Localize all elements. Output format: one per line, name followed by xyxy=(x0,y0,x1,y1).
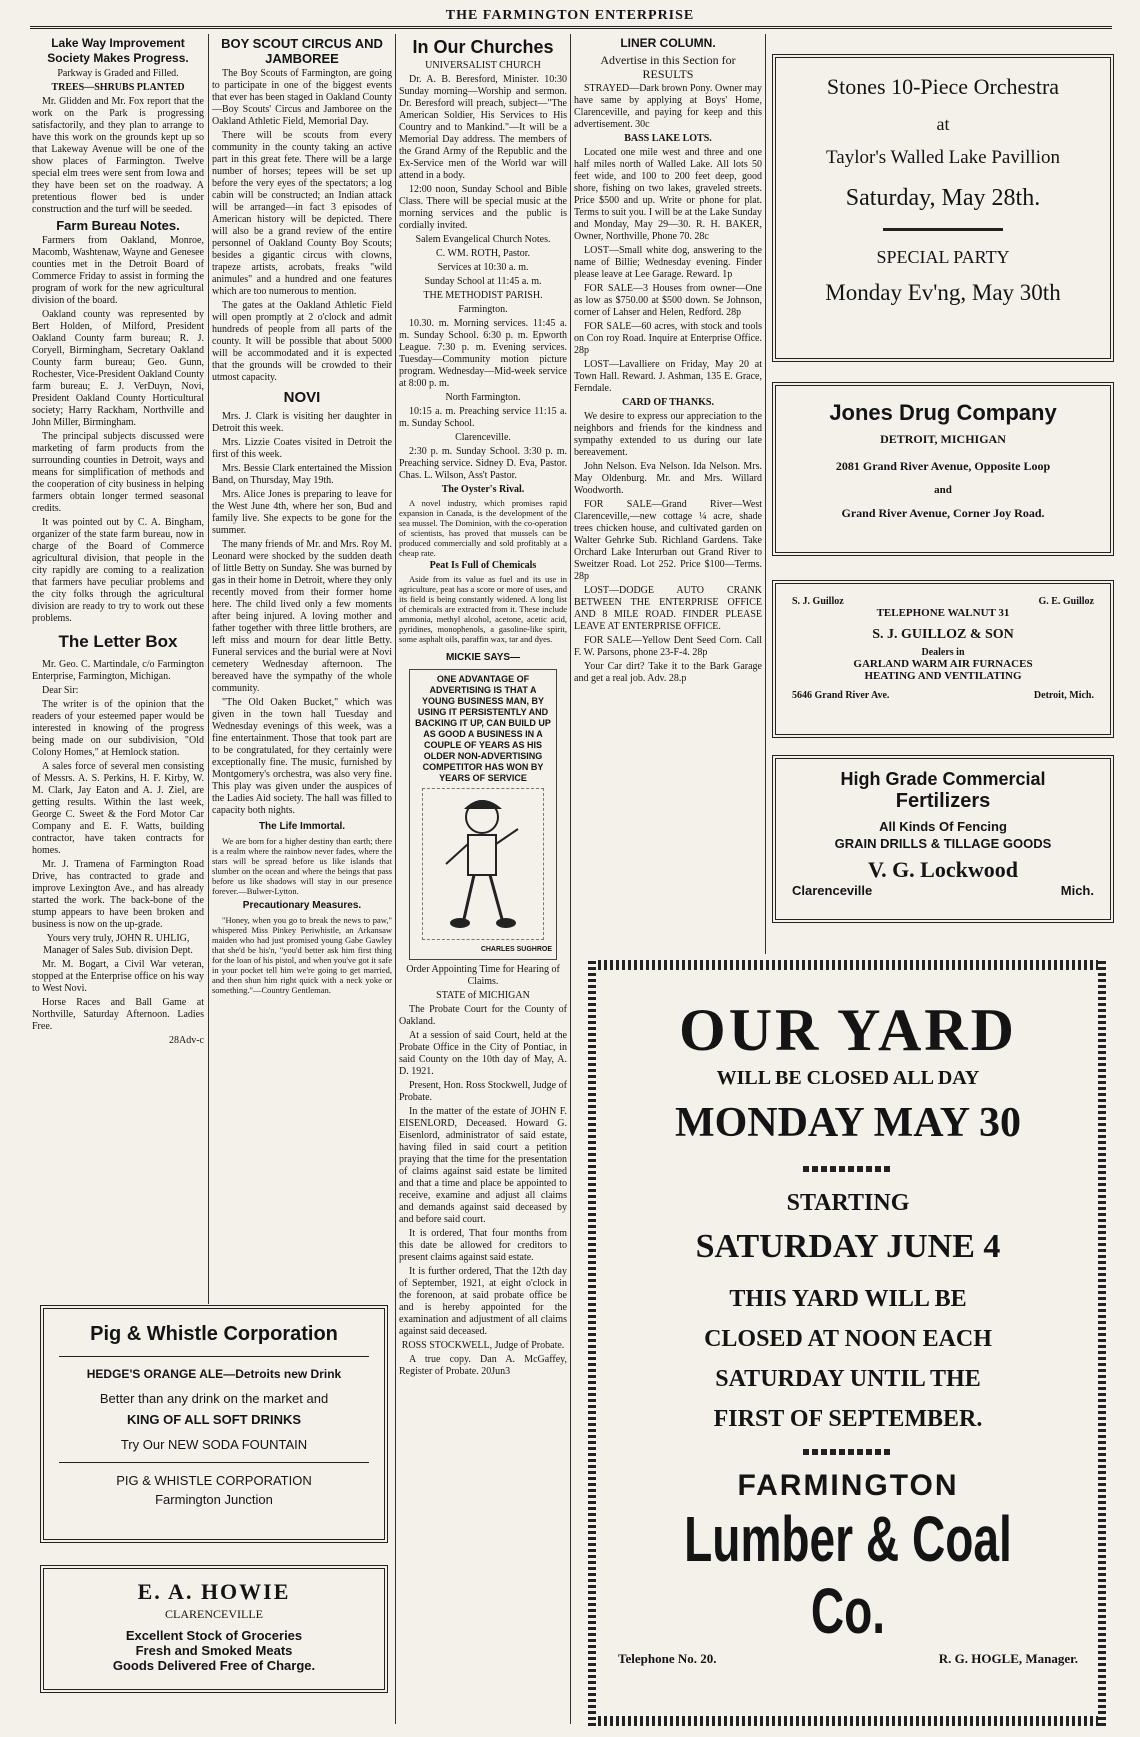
column-4 xyxy=(574,34,762,954)
ad-line: STARTING xyxy=(786,1190,910,1216)
ad-line xyxy=(600,1647,1096,1667)
letter-signature: Yours very truly, JOHN R. UHLIG, Manager of Sales Sub. division Dept. xyxy=(43,933,193,956)
ad-line: High Grade Commercial xyxy=(840,769,1046,789)
column-rule xyxy=(208,34,209,1304)
subhead: THE METHODIST PARISH. xyxy=(423,290,543,301)
ad-line: Dealers in xyxy=(921,647,965,658)
ad-line: Lumber & Coal Co. xyxy=(684,1503,1012,1647)
headline: The Life Immortal. xyxy=(258,821,346,832)
article-paragraph: 10.30. m. Morning services. 11:45 a. m. Sunday School. 6:30 p. m. Epworth League. 7:30 p. m. Evening services. Tuesday—Community motion picture program. Wednesday—Mid-week service at 8:00 p. m. xyxy=(399,318,567,389)
headline: LINER COLUMN. xyxy=(620,36,716,50)
masthead: THE FARMINGTON ENTERPRISE xyxy=(445,8,695,23)
stones-orchestra-ad xyxy=(772,54,1114,362)
ad-line: Excellent Stock of Groceries xyxy=(125,1628,303,1643)
ad-line: HEDGE'S ORANGE ALE—Detroits new Drink xyxy=(86,1367,342,1381)
ad-line: SPECIAL PARTY xyxy=(876,247,1010,267)
article-paragraph: Mrs. Alice Jones is preparing to leave for the West June 4th, where her son, Bud and family live. She expects to be gone for the summer. xyxy=(212,489,392,536)
cartoon-caption: ONE ADVANTAGE OF ADVERTISING IS THAT A YOUNG BUSINESS MAN, BY USING IT PERSISTENTLY AND BACKING IT UP, CAN BUILD UP AS GOOD A BUSINESS IN A COUPLE OF YEARS AS HIS OLDER NON-ADVERTISING COMPETITOR HAS WON BY YEARS OF SERVICE xyxy=(415,674,551,783)
divider xyxy=(59,1462,369,1463)
ad-line: FARMINGTON xyxy=(737,1469,959,1502)
subhead: The Oyster's Rival. xyxy=(441,484,525,495)
ad-text: Clarenceville xyxy=(792,883,873,898)
ad-line xyxy=(776,682,1110,701)
divider xyxy=(803,1449,893,1455)
ad-line: SATURDAY JUNE 4 xyxy=(695,1228,1001,1265)
column-rule xyxy=(570,34,571,1724)
ad-line: SATURDAY UNTIL THE xyxy=(715,1366,981,1392)
ad-line: CLARENCEVILLE xyxy=(165,1607,263,1621)
headline: Farm Bureau Notes. xyxy=(56,218,180,233)
article-paragraph: At a session of said Court, held at the Probate Office in the City of Pontiac, in said County on the 10th day of May, A. D. 1921. xyxy=(399,1030,567,1077)
headline: Precautionary Measures. xyxy=(242,900,362,911)
ad-line: MONDAY MAY 30 xyxy=(674,1100,1022,1146)
article-paragraph: A true copy. Dan A. McGaffey, Register of Probate. 20Jun3 xyxy=(399,1354,567,1377)
article-paragraph: Dear Sir: xyxy=(42,685,79,696)
article-paragraph: Mr. Glidden and Mr. Fox report that the work on the Park is progressing satisfactorily, and they plan to arrange to have this work on the grounds kept up so that Lakeway Avenue will be one of the show places of Farmington. Twelve special elm trees were sent from Iowa and they have been set on the roadway. A pretentious flower bed is under construction and the turf will be seeded. xyxy=(32,96,204,215)
classified-ad: FOR SALE—Grand River—West Clarenceville,—new cottage ¼ acre, shade trees chicken house, and cultivated garden on Walter Gehrke Sub. Richland Gardens. Take Orchard Lake Interurban out Grand River to Sweitzer Road. Lot 252. Price $100—Terms. 28p xyxy=(574,499,762,582)
classified-ad: FOR SALE—3 Houses from owner—One as low as $750.00 at $500 down. Se Johnson, corner of Lahser and Helen, Redford. 28p xyxy=(574,283,762,318)
article-paragraph: Farmers from Oakland, Monroe, Macomb, Washtenaw, Wayne and Genesee counties met in the Detroit Board of Commerce Friday to assist in forming the program of work for the new agricultural division of the board. xyxy=(32,235,204,306)
article-paragraph: 12:00 noon, Sunday School and Bible Class. There will be special music at the morning services and the public is cordially invited. xyxy=(399,184,567,231)
classified-ad: FOR SALE—60 acres, with stock and tools on Con roy Road. Inquire at Enterprise Office. 28p xyxy=(574,321,762,356)
border-ornament xyxy=(592,960,1102,970)
ad-line: GRAIN DRILLS & TILLAGE GOODS xyxy=(834,836,1052,851)
article-paragraph: 10:15 a. m. Preaching service 11:15 a. m. Sunday School. xyxy=(399,406,567,429)
subhead: BASS LAKE LOTS. xyxy=(624,133,712,144)
article-paragraph: C. WM. ROTH, Pastor. xyxy=(436,248,530,259)
border-ornament xyxy=(1098,960,1106,1726)
mickie-says-cartoon xyxy=(409,669,557,960)
classified-ad: LOST—Lavalliere on Friday, May 20 at Town Hall. Reward. J. Ashman, 135 E. Grace, Ferndale. xyxy=(574,359,762,394)
classified-ad: We desire to express our appreciation to the neighbors and friends for the kindness and sympathy extended to us during our late bereavement. xyxy=(574,411,762,458)
ad-line: GARLAND WARM AIR FURNACES xyxy=(853,658,1033,670)
jones-drug-ad xyxy=(772,382,1114,556)
article-paragraph: The gates at the Oakland Athletic Field will open promptly at 2 o'clock and admit hundreds of people from all parts of the county. It will be possible that about 5000 will be accommodated and it is expected that the grounds will be crowded to their utmost capacity. xyxy=(212,300,392,383)
article-paragraph: The Boy Scouts of Farmington, are going to participate in one of the biggest events that ever has been staged in Oakland County—Boy Scouts' Circus and Jamboree on the Oakland Athletic Field, Memorial Day. xyxy=(212,68,392,127)
lockwood-ad xyxy=(772,755,1114,923)
article-paragraph: Dr. A. B. Beresford, Minister. 10:30 Sunday morning—Worship and sermon. Dr. Beresford will preach, subject—"The American Soldier, His Services to His Country and to Mankind."—It will be a Memorial Day address. The members of the Grand Army of the Republic and the Ex-Service men of the World war will attend in a body. xyxy=(399,74,567,181)
article-paragraph: Horse Races and Ball Game at Northville, Saturday Afternoon. Ladies Free. xyxy=(32,997,204,1032)
article-paragraph: Services at 10:30 a. m. xyxy=(437,262,529,273)
article-paragraph: The Probate Court for the County of Oakland. xyxy=(399,1004,567,1027)
ad-line: and xyxy=(934,484,952,496)
subhead: UNIVERSALIST CHURCH xyxy=(425,60,541,71)
divider xyxy=(59,1356,369,1357)
subhead: Clarenceville. xyxy=(455,432,511,443)
ad-text: G. E. Guilloz xyxy=(1038,596,1094,607)
ad-line: Taylor's Walled Lake Pavillion xyxy=(826,147,1060,168)
ad-line: Grand River Avenue, Corner Joy Road. xyxy=(841,506,1045,520)
ad-line: Try Our NEW SODA FOUNTAIN xyxy=(120,1437,308,1452)
headline: BOY SCOUT CIRCUS AND JAMBOREE xyxy=(221,36,383,66)
article-paragraph: Aside from its value as fuel and its use in agriculture, peat has a score or more of uses, and its field is being constantly widened. A long list of chemicals are extracted from it. These include ammonia, methyl alcohol, acetone, acetic acid, pyridines, monophenols, a gasoline-like spirit, some asphalt oils, paraffin wax, tar and dyes. xyxy=(399,574,567,644)
ad-line: HEATING AND VENTILATING xyxy=(864,670,1022,682)
subhead: Farmington. xyxy=(458,304,508,315)
ad-line: All Kinds Of Fencing xyxy=(879,819,1007,834)
subhead: Order Appointing Time for Hearing of Claims. xyxy=(406,964,560,987)
classified-ad: Your Car dirt? Take it to the Bark Garage and get a real job. Adv. 28.p xyxy=(574,661,762,684)
ad-text: R. G. HOGLE, Manager. xyxy=(938,1651,1078,1666)
column-2 xyxy=(212,34,392,1296)
ad-text: Telephone No. 20. xyxy=(618,1651,717,1666)
ad-line: E. A. HOWIE xyxy=(137,1579,291,1604)
ad-line: Goods Delivered Free of Charge. xyxy=(112,1658,316,1673)
ad-line: S. J. GUILLOZ & SON xyxy=(872,627,1014,642)
ad-line: Stones 10-Piece Orchestra xyxy=(826,74,1060,99)
ad-line: Fresh and Smoked Meats xyxy=(135,1643,293,1658)
classified-ad: FOR SALE—Yellow Dent Seed Corn. Call F. W. Parsons, phone 23-F-4. 28p xyxy=(574,635,762,658)
ad-line: Fertilizers xyxy=(895,790,991,812)
ad-line: CLOSED AT NOON EACH xyxy=(704,1326,992,1352)
ad-code: 28Adv-c xyxy=(169,1035,204,1046)
headline: Lake Way Improvement Society Makes Progress. xyxy=(47,36,189,65)
article-paragraph: STATE of MICHIGAN xyxy=(436,990,530,1001)
headline: In Our Churches xyxy=(412,37,554,57)
article-paragraph: "Honey, when you go to break the news to paw," whispered Miss Pinkey Periwhistle, an Arkansaw maiden who had just promised young Gabe Gawley that she'd be his'n, "you'd better ask him first thing for the loan of his pistol, and when you've got it safe in your pocket tell him we're going to get married, and then shun him right quick with a neck yoke or something."—Country Gentleman. xyxy=(212,915,392,995)
article-paragraph: There will be scouts from every community in the county taking an active part in this great fete. There will be a large number of horses; tepees will be set up before the very eyes of the spectators; a log cabin will be constructed; an Indian attack will be arranged—in fact 3 episodes of American history will be depicted. There will also be a grand review of the entire personnel of Oakland County Boy Scouts; besides a gigantic circus with clowns, trapeze artists, acrobats, freaks "wild animules" and a hundred and one features which are too numerous to mention. xyxy=(212,130,392,297)
ad-line: FIRST OF SEPTEMBER. xyxy=(713,1406,983,1432)
article-paragraph: Mr. Geo. C. Martindale, c/o Farmington Enterprise, Farmington, Michigan. xyxy=(32,659,204,682)
column-1 xyxy=(32,34,204,1296)
border-ornament xyxy=(592,1716,1102,1726)
headline: MICKIE SAYS— xyxy=(445,652,521,663)
article-paragraph: It was pointed out by C. A. Bingham, organizer of the state farm bureau, now in charge of the Board of Commerce agricultural division, that people in the city rapidly are coming to a realization that farmers have peculiar problems and the city folks through the agricultural division are ready to try to work out these problems. xyxy=(32,517,204,624)
subhead: CARD OF THANKS. xyxy=(622,397,714,408)
article-paragraph: The principal subjects discussed were marketing of farm products from the surrounding counties in Detroit, ways and means for simplification of methods and the cooperation of city business in helping farmers obtain longer termed seasonal credits. xyxy=(32,431,204,514)
cartoon-figure xyxy=(422,788,544,940)
headline: The Letter Box xyxy=(58,632,178,651)
ad-line: Jones Drug Company xyxy=(829,400,1057,425)
divider xyxy=(883,228,1003,231)
ad-line xyxy=(776,883,1110,898)
ad-line: OUR YARD xyxy=(679,997,1017,1063)
classified-ad: STRAYED—Dark brown Pony. Owner may have same by applying at Boys' Home, Clarenceville, and paying for keep and this advertisement. 30c xyxy=(574,83,762,130)
subhead: Peat Is Full of Chemicals xyxy=(429,560,537,571)
guilloz-ad xyxy=(772,580,1114,738)
ad-line xyxy=(776,584,1110,607)
ad-line: THIS YARD WILL BE xyxy=(729,1286,967,1312)
article-paragraph: Mrs. J. Clark is visiting her daughter in Detroit this week. xyxy=(212,411,392,434)
subhead: Advertise in this Section for RESULTS xyxy=(600,53,736,81)
subhead: Salem Evangelical Church Notes. xyxy=(415,234,551,245)
subhead: Parkway is Graded and Filled. xyxy=(57,68,179,79)
article-paragraph: Mr. J. Tramena of Farmington Road Drive, has contracted to grade and improve Lexington Ave., and has already started the work. The back-bone of the stump appears to have been broken and business is now on the up-grade. xyxy=(32,859,204,930)
article-paragraph: The many friends of Mr. and Mrs. Roy M. Leonard were shocked by the sudden death of little Betty on Sunday. She was burned by gas in their home in Detroit, where they only recently moved from their former home here. The child lived only a few moments after being injured. A loving mother and father together with three little brothers, are left miss and mourn for dear little Betty. Funeral services and the burial were at Novi cemetery Wednesday afternoon. The bereaved have the sympathy of the whole community. xyxy=(212,539,392,694)
column-3 xyxy=(399,34,567,1724)
article-paragraph: Mrs. Lizzie Coates visited in Detroit the first of this week. xyxy=(212,437,392,460)
pig-whistle-ad xyxy=(40,1305,388,1543)
classified-ad: LOST—DODGE AUTO CRANK BETWEEN THE ENTERPRISE OFFICE AND 8 MILE ROAD. FINDER PLEASE LEAVE AT ENTERPRISE OFFICE. xyxy=(574,585,762,632)
divider xyxy=(803,1166,893,1172)
article-paragraph: It is ordered, That four months from this date be allowed for creditors to present claims against said estate. xyxy=(399,1228,567,1263)
article-paragraph: It is further ordered, That the 12th day of September, 1921, at eight o'clock in the forenoon, at said probate office be and is hereby appointed for the examination and adjustment of all claims against said deceased. xyxy=(399,1266,567,1337)
ad-text: 5646 Grand River Ave. xyxy=(792,690,890,701)
howie-ad xyxy=(40,1565,388,1693)
ad-line: 2081 Grand River Avenue, Opposite Loop xyxy=(835,459,1051,473)
boy-illustration xyxy=(424,789,542,937)
ad-line: V. G. Lockwood xyxy=(868,857,1018,882)
headline: NOVI xyxy=(283,389,321,406)
ad-line: Pig & Whistle Corporation xyxy=(90,1323,338,1345)
ad-line: WILL BE CLOSED ALL DAY xyxy=(716,1067,980,1089)
cartoonist-signature: CHARLES SUGHROE xyxy=(480,946,552,953)
classified-ad: John Nelson. Eva Nelson. Ida Nelson. Mrs. May Oldenburg. Mr. and Mrs. Willard Woodworth. xyxy=(574,461,762,496)
ad-line: Farmington Junction xyxy=(155,1492,273,1507)
article-paragraph: In the matter of the estate of JOHN F. EISENLORD, Deceased. Howard G. Eisenlord, administrator of said estate, having filed in said court a petition praying that the time for the presentation of claims against said estate be limited and that a time and place be appointed to receive, examine and adjust all claims and demands against said deceased by and before said court. xyxy=(399,1106,567,1225)
article-paragraph: Sunday School at 11:45 a. m. xyxy=(424,276,542,287)
ad-line: DETROIT, MICHIGAN xyxy=(880,432,1006,446)
subhead: TREES—SHRUBS PLANTED xyxy=(51,82,185,93)
border-ornament xyxy=(588,960,596,1726)
subhead: North Farmington. xyxy=(445,392,521,403)
classified-ad: LOST—Small white dog, answering to the name of Billie; Wednesday evening. Finder please leave at Lee Garage. Reward. 1p xyxy=(574,245,762,280)
article-paragraph: A novel industry, which promises rapid expansion in Canada, is the development of the sea mussel. The Dominion, with the co-operation of scientists, has proved that mussels can be produced commercially and sold profitably at a cheap rate. xyxy=(399,498,567,558)
masthead-rule xyxy=(30,26,1112,29)
classified-ad: Located one mile west and three and one half miles north of Walled Lake. All lots 50 feet wide, and 100 to 200 feet deep, good shore, fishing on two lakes, graveled streets. Price $500 and up. Write or phone for plat. Terms to suit you. I will be at the Lake Sunday and Monday, May 29—30. R. H. BAKER, Owner, Northville, Phone 70. 28c xyxy=(574,147,762,242)
ad-text: Detroit, Mich. xyxy=(1033,690,1094,701)
article-paragraph: Present, Hon. Ross Stockwell, Judge of Probate. xyxy=(399,1080,567,1103)
article-paragraph: Mrs. Bessie Clark entertained the Mission Band, on Thursday, May 19th. xyxy=(212,463,392,486)
ad-line: KING OF ALL SOFT DRINKS xyxy=(126,1412,302,1427)
ad-text: S. J. Guilloz xyxy=(792,596,844,607)
ad-line: Saturday, May 28th. xyxy=(845,185,1041,211)
ad-line: PIG & WHISTLE CORPORATION xyxy=(116,1473,312,1488)
article-paragraph: A sales force of several men consisting of Messrs. A. S. Perkins, H. F. Kirby, W. M. Clark, Jay Eaton and A. J. Ziel, are getting results. Within the last week, George C. Sweet & the Ford Motor Car Company and E. F. Watts, building contractor, have taken contracts for homes. xyxy=(32,761,204,856)
ad-line: Better than any drink on the market and xyxy=(99,1391,329,1406)
ad-line: at xyxy=(936,114,950,134)
article-paragraph: We are born for a higher destiny than earth; there is a realm where the rainbow never fades, where the stars will be spread before us like islands that slumber on the ocean and where the beings that pass before us like shadows will stay in our presence forever.—Bulwer-Lytton. xyxy=(212,836,392,896)
column-rule xyxy=(395,34,396,1724)
column-rule xyxy=(765,34,766,954)
ad-line: Monday Ev'ng, May 30th xyxy=(825,280,1061,305)
lumber-yard-ad xyxy=(600,975,1096,1710)
article-paragraph: The writer is of the opinion that the readers of your esteemed paper would be interested in knowing of the progress being made on our subdivision, "Old Colony Homes," at Hemlock station. xyxy=(32,699,204,758)
article-paragraph: 2:30 p. m. Sunday School. 3:30 p. m. Preaching service. Sidney D. Eva, Pastor. Chas. L. Wilson, Ass't Pastor. xyxy=(399,446,567,481)
article-paragraph: Mr. M. Bogart, a Civil War veteran, stopped at the Enterprise office on his way to West Novi. xyxy=(32,959,204,994)
article-paragraph: Oakland county was represented by Bert Holden, of Milford, President Oakland County farm bureau; R. J. Coryell, Birmingham, Secretary Oakland County farm bureau; Geo. Gunn, Rochester, Vice-President Oakland County farm bureau; E. J. VerDuyn, Novi, President Oakland County Horticultural society; Harry Rackham, Northville and John Miller, Birmingham. xyxy=(32,309,204,428)
ad-text: Mich. xyxy=(1060,883,1094,898)
article-paragraph: "The Old Oaken Bucket," which was given in the town hall Tuesday and Wednesday evenings of this week, was a fine entertainment. Those that took part are to be congratulated, for they certainly were exceptionally fine. The music, furnished by Montgomery's orchestra, was also very fine. This play was given under the auspices of the Ladies Aid society. The hall was filled to capacity both nights. xyxy=(212,697,392,816)
article-paragraph: ROSS STOCKWELL, Judge of Probate. xyxy=(401,1340,565,1351)
ad-line: TELEPHONE WALNUT 31 xyxy=(876,607,1010,619)
